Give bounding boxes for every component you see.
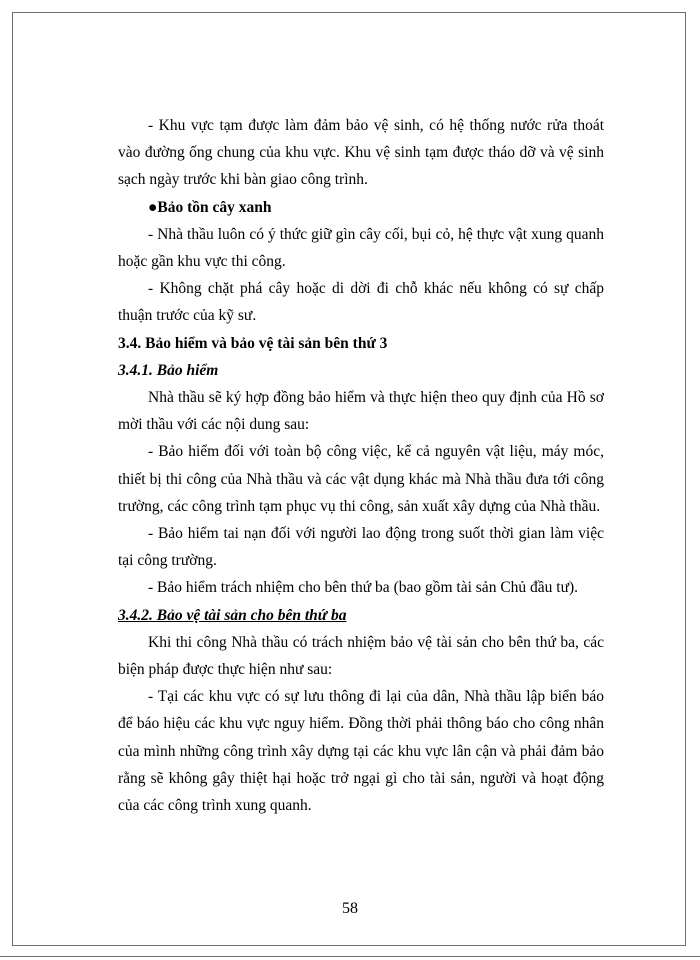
page-bottom-rule bbox=[0, 956, 700, 957]
paragraph-insurance-accident: - Bảo hiểm tai nạn đối với người lao động trong suốt thời gian làm việc tại công trường. bbox=[118, 525, 604, 570]
page-number: 58 bbox=[342, 900, 358, 917]
subsection-heading-3-4-2: 3.4.2. Bảo vệ tài sản cho bên thứ ba bbox=[118, 606, 347, 624]
section-heading-3-4: 3.4. Bảo hiểm và bảo vệ tài sản bên thứ 3 bbox=[118, 334, 388, 352]
paragraph-preserve-plants: - Nhà thầu luôn có ý thức giữ gìn cây cối, bụi cỏ, hệ thực vật xung quanh hoặc gần khu vực thi công. bbox=[118, 225, 604, 271]
paragraph-insurance-third-party: - Bảo hiểm trách nhiệm cho bên thứ ba (bao gồm tài sản Chủ đầu tư). bbox=[148, 579, 579, 597]
paragraph-sanitation-temp-area: - Khu vực tạm được làm đảm bảo vệ sinh, có hệ thống nước rửa thoát vào đường ống chung của khu vực. Khu vệ sinh tạm được tháo dỡ và vệ sinh sạch ngày trước khi bàn giao công trình. bbox=[118, 117, 604, 189]
paragraph-no-cutting-trees: - Không chặt phá cây hoặc di dời đi chỗ khác nếu không có sự chấp thuận trước của kỹ sư. bbox=[118, 280, 604, 325]
document-body bbox=[118, 112, 604, 819]
paragraph-insurance-intro: Nhà thầu sẽ ký hợp đồng bảo hiểm và thực hiện theo quy định của Hồ sơ mời thầu với các nội dung sau: bbox=[118, 389, 604, 434]
heading-tree-preservation: ●Bảo tồn cây xanh bbox=[148, 198, 272, 216]
paragraph-protection-intro: Khi thi công Nhà thầu có trách nhiệm bảo vệ tài sản cho bên thứ ba, các biện pháp được thực hiện như sau: bbox=[118, 633, 604, 679]
subsection-heading-3-4-1: 3.4.1. Bảo hiểm bbox=[118, 361, 219, 379]
paragraph-protection-measures: - Tại các khu vực có sự lưu thông đi lại của dân, Nhà thầu lập biển báo để báo hiệu các khu vực nguy hiểm. Đồng thời phải thông báo cho công nhân của mình những công trình xây dựng tại các khu vực lân cận và phải đảm bảo rằng sẽ không gây thiệt hại hoặc trở ngại gì cho tài sản, người và hoạt động của các công trình xung quanh. bbox=[118, 688, 604, 815]
paragraph-insurance-works: - Bảo hiểm đối với toàn bộ công việc, kể cả nguyên vật liệu, máy móc, thiết bị thi công của Nhà thầu và các vật dụng khác mà Nhà thầu đưa tới công trường, các công trình tạm phục vụ thi công, sản xuất xây dựng của Nhà thầu. bbox=[118, 443, 604, 515]
